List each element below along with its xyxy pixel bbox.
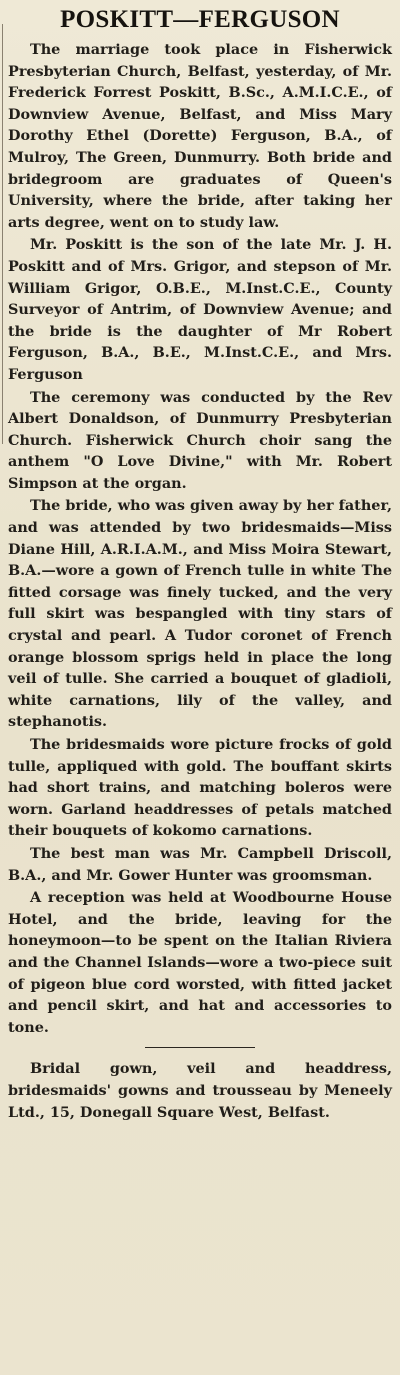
paragraph-best-man: The best man was Mr. Campbell Driscoll, B.A., and Mr. Gower Hunter was groomsman. xyxy=(8,844,392,884)
paragraph-bride-gown: The bride, who was given away by her father, and was attended by two bridesmaids—Miss Diane Hill, A.R.I.A.M., and Miss Moira Stewart, B.A.—wore a gown of French tulle in white The fitted corsage was finely tucked, and the very full skirt was bespangled with tiny stars of crystal and pearl. A Tudor coronet of French orange blossom sprigs held in place the long veil of tulle. She carried a bouquet of gladioli, white carnations, lily of the valley, and stephanotis. xyxy=(8,497,392,731)
paragraph-bridesmaids: The bridesmaids wore picture frocks of gold tulle, appliqued with gold. The bouffant skirts had short trains, and matching boleros were worn. Garland headdresses of petals matched their bouquets of kokomo carnations. xyxy=(8,736,392,840)
paragraph-reception: A reception was held at Woodbourne House Hotel, and the bride, leaving for the honeymoon—to be spent on the Italian Riviera and the Channel Islands—wore a two-piece suit of pigeon blue cord worsted, with fitted jacket and pencil skirt, and hat and accessories to tone. xyxy=(8,889,392,1036)
paragraph-marriage: The marriage took place in Fisherwick Presbyterian Church, Belfast, yesterday, of Mr. Frederick Forrest Poskitt, B.Sc., A.M.I.C.E., of Downview Avenue, Belfast, and Miss Mary Dorothy Ethel (Dorette) Ferguson, B.A., of Mulroy, The Green, Dunmurry. Both bride and bridegroom are graduates of Queen's University, where the bride, after taking her arts degree, went on to study law. xyxy=(8,41,392,231)
headline: POSKITT—FERGUSON xyxy=(60,6,340,33)
divider-rule xyxy=(145,1047,255,1048)
paragraph-groom-family: Mr. Poskitt is the son of the late Mr. J. H. Poskitt and of Mrs. Grigor, and stepson of Mr. William Grigor, O.B.E., M.Inst.C.E., County Surveyor of Antrim, of Downview Avenue; and the bride is the daughter of Mr Robert Ferguson, B.A., B.E., M.Inst.C.E., and Mrs. Ferguson xyxy=(8,236,392,383)
paragraph-credits: Bridal gown, veil and headdress, bridesmaids' gowns and trousseau by Meneely Ltd., 15, Donegall Square West, Belfast. xyxy=(8,1060,392,1121)
article-body xyxy=(8,39,392,1038)
paragraph-ceremony: The ceremony was conducted by the Rev Albert Donaldson, of Dunmurry Presbyterian Church. Fisherwick Church choir sang the anthem "O Love Divine," with Mr. Robert Simpson at the organ. xyxy=(8,388,392,492)
column-rule xyxy=(2,24,3,444)
